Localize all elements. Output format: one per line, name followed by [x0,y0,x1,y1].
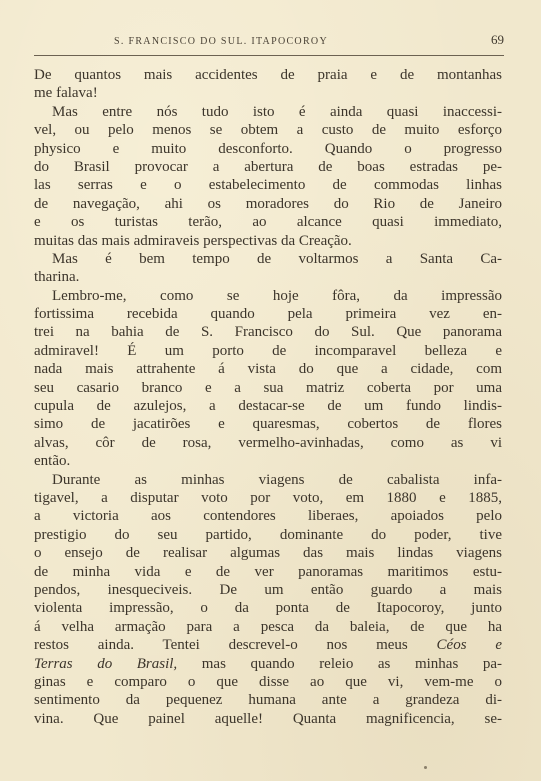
text-line [34,563,502,581]
line-text: o ensejo de realisar algumas das mais lindas viagens [34,545,502,562]
text-line [34,415,502,433]
line-text: fortissima recebida quando pela primeira vez en- [34,306,502,323]
text-line [34,195,502,213]
text-line [34,84,502,102]
text-line [34,250,502,268]
line-text: restos ainda. Tentei descrevel-o nos meus [34,637,437,654]
paper-speck [424,766,427,769]
text-line [34,213,502,231]
text-line [34,581,502,599]
line-text: ginas e comparo o que disse ao que vi, vem-me o [34,673,502,690]
text-line [34,673,502,691]
text-line [34,489,502,507]
text-line [34,379,502,397]
line-text: seu casario branco e a sua matriz coberta por uma [34,379,502,396]
line-text: Durante as minhas viagens de cabalista infa- [52,471,502,488]
line-text: trei na bahia de S. Francisco do Sul. Que panorama [34,324,502,341]
text-line [34,434,502,452]
text-line [34,544,502,562]
body-text [34,66,502,728]
line-text: De quantos mais accidentes de praia e de montanhas [34,67,502,83]
line-text: me falava! [34,85,98,102]
line-text: e os turistas terão, ao alcance quasi immediato, [34,214,502,231]
line-text: muitas das mais admiraveis perspectivas da Creação. [34,232,352,249]
italic-title: Terras do Brasil, [34,655,178,672]
italic-title: Céos e [436,637,502,654]
line-text: de navegação, ahi os moradores do Rio de Janeiro [34,195,502,212]
page-number: 69 [491,32,504,47]
line-text: simo de jacatirões e quaresmas, cobertos de flores [34,416,502,433]
text-line [34,176,502,194]
text-line [34,507,502,525]
text-line [34,618,502,636]
line-text: vel, ou pelo menos se obtem a custo de muito esforço [34,122,502,139]
text-line [34,471,502,489]
line-text: á velha armação para a pesca da baleia, de que ha [34,618,502,635]
line-text: vina. Que painel aquelle! Quanta magnificencia, se- [34,710,502,727]
line-text: Lembro-me, como se hoje fôra, da impressão [52,287,502,304]
line-text: sentimento da pequenez humana ante a grandeza di- [34,692,502,709]
line-text: Mas entre nós tudo isto é ainda quasi inaccessi- [52,103,502,120]
line-text: violenta impressão, o da ponta de Itapocoroy, junto [34,600,502,617]
line-text: prestigio do seu partido, dominante do poder, tive [34,526,502,543]
line-text: cupula de azulejos, a destacar-se de um fundo lindis- [34,398,502,415]
text-line [34,397,502,415]
line-text: a victoria aos contendores liberaes, apoiados pelo [34,508,502,525]
text-line [34,158,502,176]
text-line [34,691,502,709]
text-line [34,140,502,158]
text-line [34,599,502,617]
running-head [34,32,504,52]
text-line [34,121,502,139]
text-line [34,655,502,673]
line-text: tigavel, a disputar voto por voto, em 1880 e 1885, [34,489,502,506]
text-line [34,636,502,654]
line-text: de minha vida e de ver panoramas maritimos estu- [34,563,502,580]
text-line [34,342,502,360]
text-line [34,710,502,728]
line-text: physico e muito desconforto. Quando o progresso [34,140,502,157]
text-line [34,66,502,84]
line-text: Mas é bem tempo de voltarmos a Santa Ca- [52,250,502,267]
line-text: las serras e o estabelecimento de commodas linhas [34,177,502,194]
line-text: então. [34,453,71,470]
running-title: S. FRANCISCO DO SUL. ITAPOCOROY [114,36,328,47]
text-line [34,360,502,378]
line-text: alvas, côr de rosa, vermelho-avinhadas, como as vi [34,434,502,451]
text-line [34,526,502,544]
line-text: nada mais attrahente á vista do que a cidade, com [34,361,502,378]
line-text: mas quando releio as minhas pa- [177,655,502,672]
line-text: pendos, inesqueciveis. De um então guardo a mais [34,581,502,598]
text-line [34,452,502,470]
line-text: do Brasil provocar a abertura de boas estradas pe- [34,158,502,175]
header-rule [34,55,504,56]
text-line [34,268,502,286]
text-line [34,323,502,341]
text-line [34,232,502,250]
line-text: tharina. [34,269,80,286]
text-line [34,287,502,305]
text-line [34,103,502,121]
line-text: admiravel! É um porto de incomparavel belleza e [34,342,502,359]
text-line [34,305,502,323]
